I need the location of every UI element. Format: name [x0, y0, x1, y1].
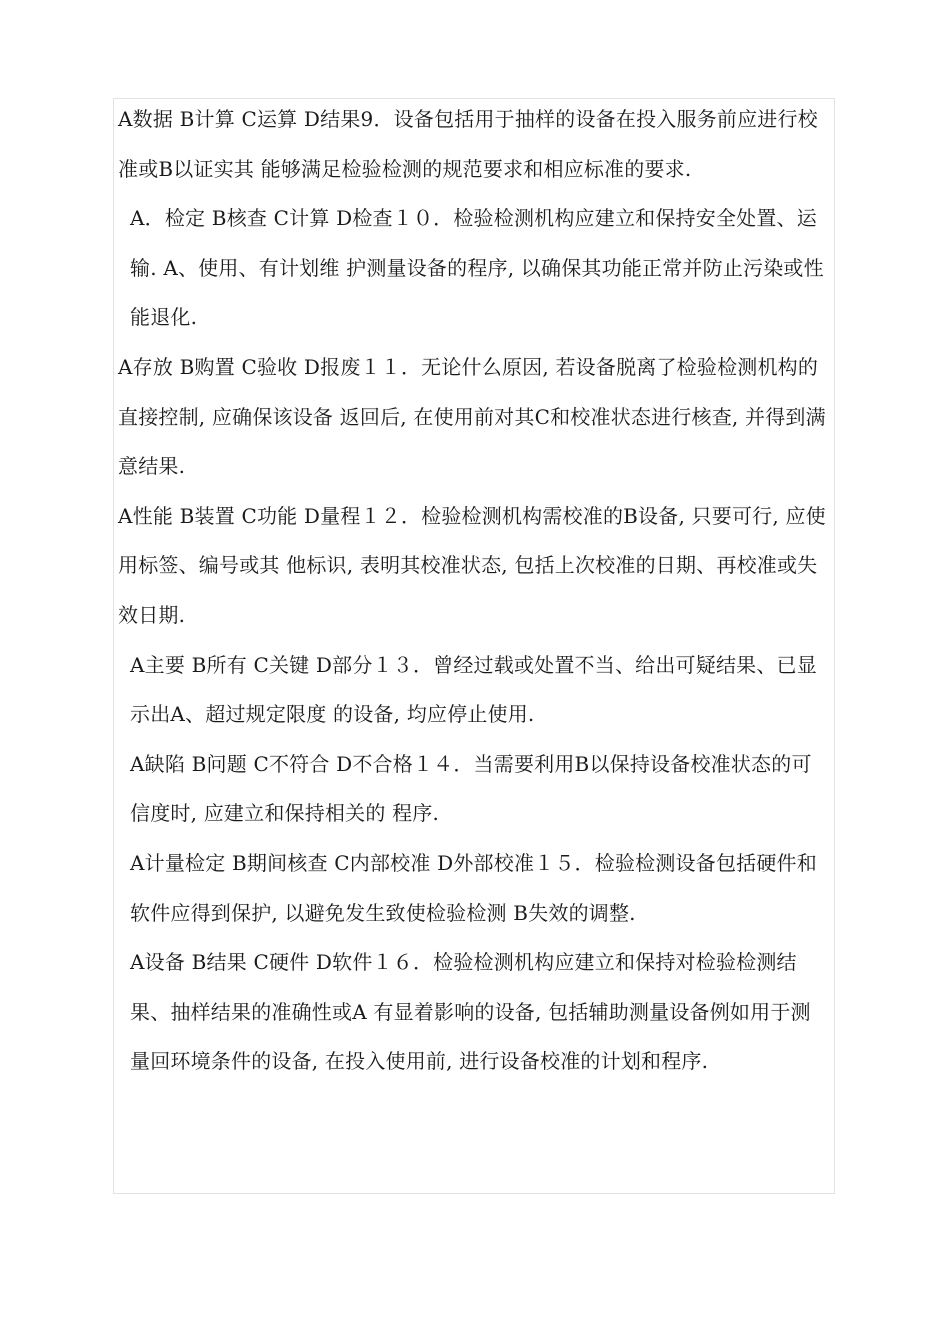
document-body [118, 95, 830, 1087]
paragraph-5: A主要 B所有 C关键 D部分１３．曾经过载或处置不当、给出可疑结果、已显示出A、超过规定限度 的设备, 均应停止使用. [130, 652, 817, 727]
paragraph-2: A．检定 B核查 C计算 D检查１０．检验检测机构应建立和保持安全处置、运输. A、使用、有计划维 护测量设备的程序, 以确保其功能正常并防止污染或性能退化. [130, 206, 824, 330]
paragraph-1: A数据 B计算 C运算 D结果9．设备包括用于抽样的设备在投入服务前应进行校准或B以证实其 能够满足检验检测的规范要求和相应标准的要求. [118, 107, 818, 181]
paragraph-3: A存放 B购置 C验收 D报废１１．无论什么原因, 若设备脱离了检验检测机构的直接控制, 应确保该设备 返回后, 在使用前对其C和校准状态进行核查, 并得到满意结果. [118, 354, 826, 479]
paragraph-6: A缺陷 B问题 C不符合 D不合格１４．当需要利用B以保持设备校准状态的可信度时, 应建立和保持相关的 程序. [130, 751, 812, 826]
paragraph-7: A计量检定 B期间核查 C内部校准 D外部校准１５．检验检测设备包括硬件和软件应得到保护, 以避免发生致使检验检测 B失效的调整. [130, 850, 817, 925]
paragraph-4: A性能 B装置 C功能 D量程１２．检验检测机构需校准的B设备, 只要可行, 应使用标签、编号或其 他标识, 表明其校准状态, 包括上次校准的日期、再校准或失效日期. [118, 503, 826, 627]
paragraph-8: A设备 B结果 C硬件 D软件１６．检验检测机构应建立和保持对检验检测结果、抽样结果的准确性或A 有显着影响的设备, 包括辅助测量设备例如用于测量回环境条件的设备, 在投入使用前, 进行设备校准的计划和程序. [130, 950, 811, 1074]
